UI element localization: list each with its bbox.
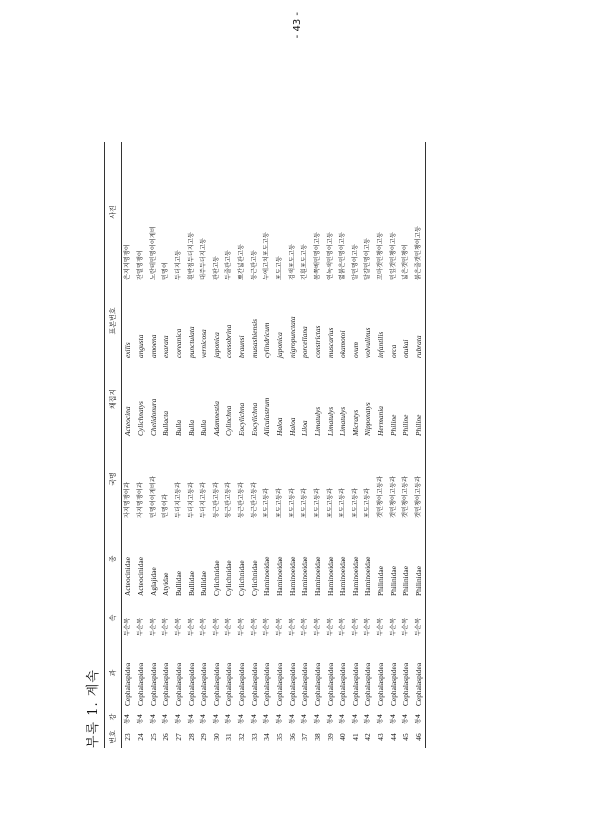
- cell-collection-site: Limatulys: [338, 406, 348, 436]
- cell-photo: 연녹색민명이고둥: [326, 232, 334, 280]
- table-row: [223, 142, 236, 748]
- cell-number: 43: [376, 733, 386, 741]
- table-row: [337, 142, 350, 748]
- cell-specimen-number: japonica: [211, 332, 221, 358]
- cell-family: Cephalaspidea: [199, 662, 209, 706]
- cell-genus: 두순목: [187, 618, 195, 636]
- header-korean-name: 국명: [105, 438, 122, 520]
- table-row: [299, 142, 312, 748]
- cell-specimen-number: rubrata: [414, 335, 424, 358]
- page-number: - 43 -: [292, 12, 303, 39]
- cell-korean-name: 둥근관고둥과: [212, 482, 220, 518]
- cell-class: 동4: [162, 714, 170, 724]
- cell-class: 동4: [174, 714, 182, 724]
- cell-photo: 흰반점두더지고둥: [187, 232, 195, 280]
- cell-family: Cephalaspidea: [237, 662, 247, 706]
- cell-korean-name: 두더지고둥과: [200, 482, 208, 518]
- table-row: [135, 142, 148, 748]
- cell-photo: 붉은줄갯민챙이고둥: [415, 226, 423, 280]
- cell-korean-name: 갯민챙이고둥과: [377, 476, 385, 518]
- cell-korean-name: 두더지고둥과: [187, 482, 195, 518]
- cell-family: Cephalaspidea: [287, 662, 297, 706]
- cell-photo: 두더지고둥: [174, 250, 182, 280]
- cell-collection-site: Haloa: [287, 417, 297, 436]
- cell-photo: 둥근관고둥: [250, 250, 258, 280]
- table-row: [210, 142, 223, 748]
- cell-species: Atyidae: [161, 572, 171, 596]
- cell-specimen-number: nigropunctata: [287, 316, 297, 358]
- cell-species: Haminoeidae: [287, 556, 297, 596]
- cell-collection-site: Limatulys: [312, 406, 322, 436]
- cell-korean-name: 둥근관고둥과: [225, 482, 233, 518]
- cell-korean-name: 포도고둥과: [364, 488, 372, 518]
- cell-class: 동4: [276, 714, 283, 724]
- species-table: [104, 142, 426, 748]
- cell-photo: 넓은갯민챙이: [402, 244, 410, 280]
- cell-photo: 두줄관고둥: [225, 250, 233, 280]
- cell-family: Cephalaspidea: [300, 662, 310, 706]
- cell-korean-name: 갯민챙이고둥과: [415, 476, 423, 518]
- cell-class: 동4: [415, 714, 423, 724]
- cell-family: Cephalaspidea: [325, 662, 335, 706]
- cell-genus: 두순목: [238, 618, 246, 636]
- cell-specimen-number: consobrina: [224, 324, 234, 358]
- cell-korean-name: 포도고둥과: [288, 488, 296, 518]
- cell-number: 40: [338, 733, 348, 741]
- cell-photo: 몸쪽배민명이고둥: [313, 232, 321, 280]
- cell-family: Cephalaspidea: [186, 662, 196, 706]
- cell-class: 동4: [136, 714, 144, 724]
- cell-number: 28: [186, 733, 196, 741]
- cell-photo: 검색포도고둥: [288, 244, 296, 280]
- cell-number: 24: [135, 733, 145, 741]
- cell-class: 동4: [263, 714, 271, 724]
- cell-family: Cephalaspidea: [123, 662, 133, 706]
- cell-number: 37: [300, 733, 310, 741]
- cell-species: Acteocinidae: [135, 557, 145, 596]
- cell-collection-site: Bulla: [199, 419, 209, 436]
- cell-korean-name: 민명이이게비과: [149, 476, 157, 518]
- cell-collection-site: Chelidonura: [148, 398, 158, 436]
- cell-genus: 두순목: [415, 618, 423, 636]
- cell-family: Cephalaspidea: [363, 662, 373, 706]
- cell-collection-site: Adamnestia: [211, 401, 221, 436]
- cell-specimen-number: orca: [388, 344, 398, 358]
- cell-number: 45: [401, 733, 411, 741]
- cell-specimen-number: exilis: [123, 342, 133, 358]
- cell-species: Philinidae: [414, 566, 424, 596]
- cell-korean-name: 포도고둥과: [339, 488, 347, 518]
- cell-number: 25: [148, 733, 158, 741]
- cell-specimen-number: amoena: [148, 334, 158, 358]
- cell-species: Cylichnidae: [211, 560, 221, 596]
- cell-genus: 두순목: [326, 618, 334, 636]
- cell-collection-site: Acteocina: [123, 406, 133, 436]
- header-specimen-number: 표본번호: [105, 282, 122, 360]
- cell-specimen-number: porcellana: [300, 326, 310, 358]
- cell-photo: 꼬마갯민챙이고둥: [377, 232, 385, 280]
- table-row: [324, 142, 337, 748]
- cell-korean-name: 포도고둥과: [263, 488, 271, 518]
- cell-species: Bullidae: [199, 570, 209, 596]
- cell-korean-name: 자지명쟁이과: [136, 482, 144, 518]
- cell-photo: 뾰간넓관고둥: [238, 244, 246, 280]
- cell-number: 32: [237, 733, 247, 741]
- table-row: [400, 142, 413, 748]
- cell-class: 동4: [200, 714, 208, 724]
- cell-specimen-number: angusta: [135, 334, 145, 358]
- cell-number: 44: [388, 733, 398, 741]
- cell-specimen-number: japonica: [275, 332, 284, 358]
- cell-korean-name: 둥근관고둥과: [250, 482, 258, 518]
- table-row: [312, 142, 325, 748]
- header-collection-site: 채집지: [105, 360, 122, 438]
- cell-species: Haminoeidae: [275, 556, 284, 596]
- cell-family: Cephalaspidea: [275, 662, 284, 706]
- cell-number: 27: [173, 733, 183, 741]
- cell-class: 동4: [339, 714, 347, 724]
- cell-specimen-number: constrictas: [312, 325, 322, 358]
- cell-species: Haminoeidae: [325, 556, 335, 596]
- cell-collection-site: Haloa: [275, 417, 284, 436]
- table-row: [122, 142, 135, 748]
- cell-photo: 달걀민명이고둥: [364, 238, 372, 280]
- cell-collection-site: Liloa: [300, 420, 310, 436]
- cell-genus: 두순목: [174, 618, 182, 636]
- table-row: [236, 142, 249, 748]
- cell-collection-site: Hermania: [376, 406, 386, 436]
- cell-specimen-number: infantilis: [376, 331, 386, 358]
- cell-genus: 두순목: [200, 618, 208, 636]
- cell-collection-site: Nipponatys: [363, 402, 373, 436]
- cell-photo: 은지지명쟁이: [124, 244, 132, 280]
- cell-collection-site: Eocylichna: [237, 402, 247, 436]
- cell-species: Haminoeidae: [350, 556, 360, 596]
- cell-family: Cephalaspidea: [173, 662, 183, 706]
- cell-number: 23: [123, 733, 133, 741]
- cell-class: 동4: [212, 714, 220, 724]
- cell-species: Cylichnidae: [249, 560, 259, 596]
- cell-species: Acteocinidae: [123, 557, 133, 596]
- cell-family: Cephalaspidea: [376, 662, 386, 706]
- cell-photo: 노란테민명이이게비: [149, 226, 157, 280]
- table-row: [350, 142, 363, 748]
- cell-collection-site: Cylichnatys: [135, 401, 145, 436]
- cell-genus: 두순목: [351, 618, 359, 636]
- cell-collection-site: Bulla: [186, 419, 196, 436]
- cell-korean-name: 포도고둥과: [301, 488, 309, 518]
- header-photo: 사진: [105, 142, 122, 282]
- cell-genus: 두순목: [276, 618, 283, 636]
- table-row: [147, 142, 160, 748]
- cell-number: 26: [161, 733, 171, 741]
- table-row: [375, 142, 388, 748]
- table-body: [122, 142, 426, 748]
- cell-class: 동4: [351, 714, 359, 724]
- cell-number: 38: [312, 733, 322, 741]
- cell-species: Philinidae: [376, 566, 386, 596]
- cell-genus: 두순목: [364, 618, 372, 636]
- cell-number: 30: [211, 733, 221, 741]
- cell-class: 동4: [389, 714, 397, 724]
- cell-class: 동4: [313, 714, 321, 724]
- cell-class: 동4: [149, 714, 157, 724]
- cell-class: 동4: [288, 714, 296, 724]
- cell-family: Cephalaspidea: [148, 662, 158, 706]
- cell-photo: 누에고치포도고둥: [263, 232, 271, 280]
- cell-photo: 민잎갯민챙이고둥: [389, 232, 397, 280]
- cell-number: 33: [249, 733, 259, 741]
- cell-genus: 두순목: [212, 618, 220, 636]
- table-row: [362, 142, 375, 748]
- cell-collection-site: Philine: [414, 414, 424, 436]
- cell-family: Cephalaspidea: [249, 662, 259, 706]
- cell-specimen-number: coreanica: [173, 328, 183, 358]
- cell-korean-name: 민명이과: [162, 494, 170, 518]
- cell-photo: 포도고둥: [276, 256, 283, 280]
- cell-number: 46: [414, 733, 424, 741]
- cell-species: Cylichnidae: [237, 560, 247, 596]
- cell-korean-name: 포도고둥과: [276, 488, 283, 518]
- cell-family: Cephalaspidea: [401, 662, 411, 706]
- cell-korean-name: 갯민챙이고둥과: [402, 476, 410, 518]
- cell-korean-name: 두더지고둥과: [174, 482, 182, 518]
- cell-genus: 두순목: [263, 618, 271, 636]
- cell-class: 동4: [187, 714, 195, 724]
- cell-collection-site: Philine: [388, 414, 398, 436]
- cell-collection-site: Cylinchna: [224, 405, 234, 436]
- cell-species: Bullidae: [173, 570, 183, 596]
- cell-specimen-number: volvulinus: [363, 327, 373, 358]
- cell-photo: 알민명이고둥: [351, 244, 359, 280]
- cell-genus: 두순목: [301, 618, 309, 636]
- cell-korean-name: 포도고둥과: [351, 488, 359, 518]
- cell-specimen-number: ovum: [350, 341, 360, 358]
- cell-korean-name: 자지명쟁이과: [124, 482, 132, 518]
- table-row: [198, 142, 211, 748]
- cell-collection-site: Micratys: [350, 409, 360, 436]
- cell-collection-site: Bullacta: [161, 410, 171, 436]
- cell-class: 동4: [124, 714, 132, 724]
- cell-genus: 두순목: [162, 618, 170, 636]
- cell-family: Cephalaspidea: [338, 662, 348, 706]
- table-row: [261, 142, 274, 748]
- table-row: [413, 142, 426, 748]
- cell-genus: 두순목: [389, 618, 397, 636]
- table-row: [387, 142, 400, 748]
- cell-family: Cephalaspidea: [262, 662, 272, 706]
- cell-photo: 관판고둥: [212, 256, 220, 280]
- cell-number: 41: [350, 733, 360, 741]
- cell-class: 동4: [301, 714, 309, 724]
- cell-genus: 두순목: [288, 618, 296, 636]
- cell-family: Cephalaspidea: [211, 662, 221, 706]
- table-header-row: [105, 142, 122, 748]
- cell-species: Haminoeidae: [262, 556, 272, 596]
- cell-class: 동4: [326, 714, 334, 724]
- cell-number: 39: [325, 733, 335, 741]
- cell-photo: 긴흰포도고둥: [301, 244, 309, 280]
- cell-number: 34: [262, 733, 272, 741]
- cell-collection-site: Bulla: [173, 419, 183, 436]
- cell-class: 동4: [377, 714, 385, 724]
- cell-genus: 두순목: [402, 618, 410, 636]
- header-genus: 속: [105, 598, 122, 638]
- cell-collection-site: Philine: [401, 414, 411, 436]
- cell-specimen-number: cylindricum: [262, 322, 272, 358]
- cell-class: 동4: [238, 714, 246, 724]
- cell-family: Cephalaspidea: [312, 662, 322, 706]
- cell-specimen-number: braunsi: [237, 335, 247, 358]
- cell-specimen-number: musashiensis: [249, 318, 259, 358]
- cell-family: Cephalaspidea: [350, 662, 360, 706]
- cell-photo: 민명이: [162, 262, 170, 280]
- cell-photo: 잔밀명쟁이: [136, 250, 144, 280]
- cell-number: 31: [224, 733, 234, 741]
- cell-specimen-number: vernicosa: [199, 329, 209, 358]
- cell-specimen-number: otukai: [401, 339, 411, 358]
- cell-species: Haminoeidae: [338, 556, 348, 596]
- cell-genus: 두순목: [225, 618, 233, 636]
- cell-species: Philinidae: [401, 566, 411, 596]
- cell-specimen-number: muscarius: [325, 327, 335, 358]
- cell-species: Cylichnidae: [224, 560, 234, 596]
- table-row: [185, 142, 198, 748]
- header-number: 번호: [105, 726, 122, 748]
- cell-specimen-number: okamotoi: [338, 330, 348, 358]
- cell-photo: 엷붉은민명이고둥: [339, 232, 347, 280]
- cell-family: Cephalaspidea: [135, 662, 145, 706]
- cell-number: 36: [287, 733, 297, 741]
- cell-family: Cephalaspidea: [414, 662, 424, 706]
- cell-species: Haminoeidae: [300, 556, 310, 596]
- header-class: 강: [105, 708, 122, 726]
- cell-family: Cephalaspidea: [388, 662, 398, 706]
- cell-genus: 두순목: [149, 618, 157, 636]
- cell-collection-site: Aliculastrum: [262, 397, 272, 436]
- cell-photo: 대주두더지고둥: [200, 238, 208, 280]
- cell-korean-name: 둥근관고둥과: [238, 482, 246, 518]
- cell-genus: 두순목: [136, 618, 144, 636]
- header-species: 종: [105, 520, 122, 598]
- table-row: [248, 142, 261, 748]
- cell-korean-name: 포도고둥과: [326, 488, 334, 518]
- cell-genus: 두순목: [250, 618, 258, 636]
- cell-collection-site: Limatulys: [325, 406, 335, 436]
- cell-specimen-number: punctulata: [186, 326, 196, 358]
- cell-class: 동4: [364, 714, 372, 724]
- cell-species: Aglajidae: [148, 567, 158, 596]
- cell-family: Cephalaspidea: [224, 662, 234, 706]
- page-title: 부록 1. 계속: [86, 669, 101, 748]
- cell-species: Haminoeidae: [363, 556, 373, 596]
- cell-genus: 두순목: [124, 618, 132, 636]
- header-family: 과: [105, 638, 122, 708]
- cell-specimen-number: exarata: [161, 335, 171, 358]
- cell-species: Bullidae: [186, 570, 196, 596]
- table-row: [286, 142, 299, 748]
- cell-class: 동4: [250, 714, 258, 724]
- cell-class: 동4: [225, 714, 233, 724]
- cell-number: 29: [199, 733, 209, 741]
- cell-species: Haminoeidae: [312, 556, 322, 596]
- table-row: [274, 142, 287, 748]
- cell-number: 42: [363, 733, 373, 741]
- cell-korean-name: 포도고둥과: [313, 488, 321, 518]
- cell-collection-site: Eocylichna: [249, 402, 259, 436]
- table-row: [160, 142, 173, 748]
- cell-species: Philinidae: [388, 566, 398, 596]
- cell-genus: 두순목: [377, 618, 385, 636]
- table-row: [173, 142, 186, 748]
- cell-korean-name: 갯민챙이고둥과: [389, 476, 397, 518]
- cell-class: 동4: [402, 714, 410, 724]
- cell-genus: 두순목: [313, 618, 321, 636]
- cell-number: 35: [275, 733, 284, 741]
- cell-genus: 두순목: [339, 618, 347, 636]
- cell-family: Cephalaspidea: [161, 662, 171, 706]
